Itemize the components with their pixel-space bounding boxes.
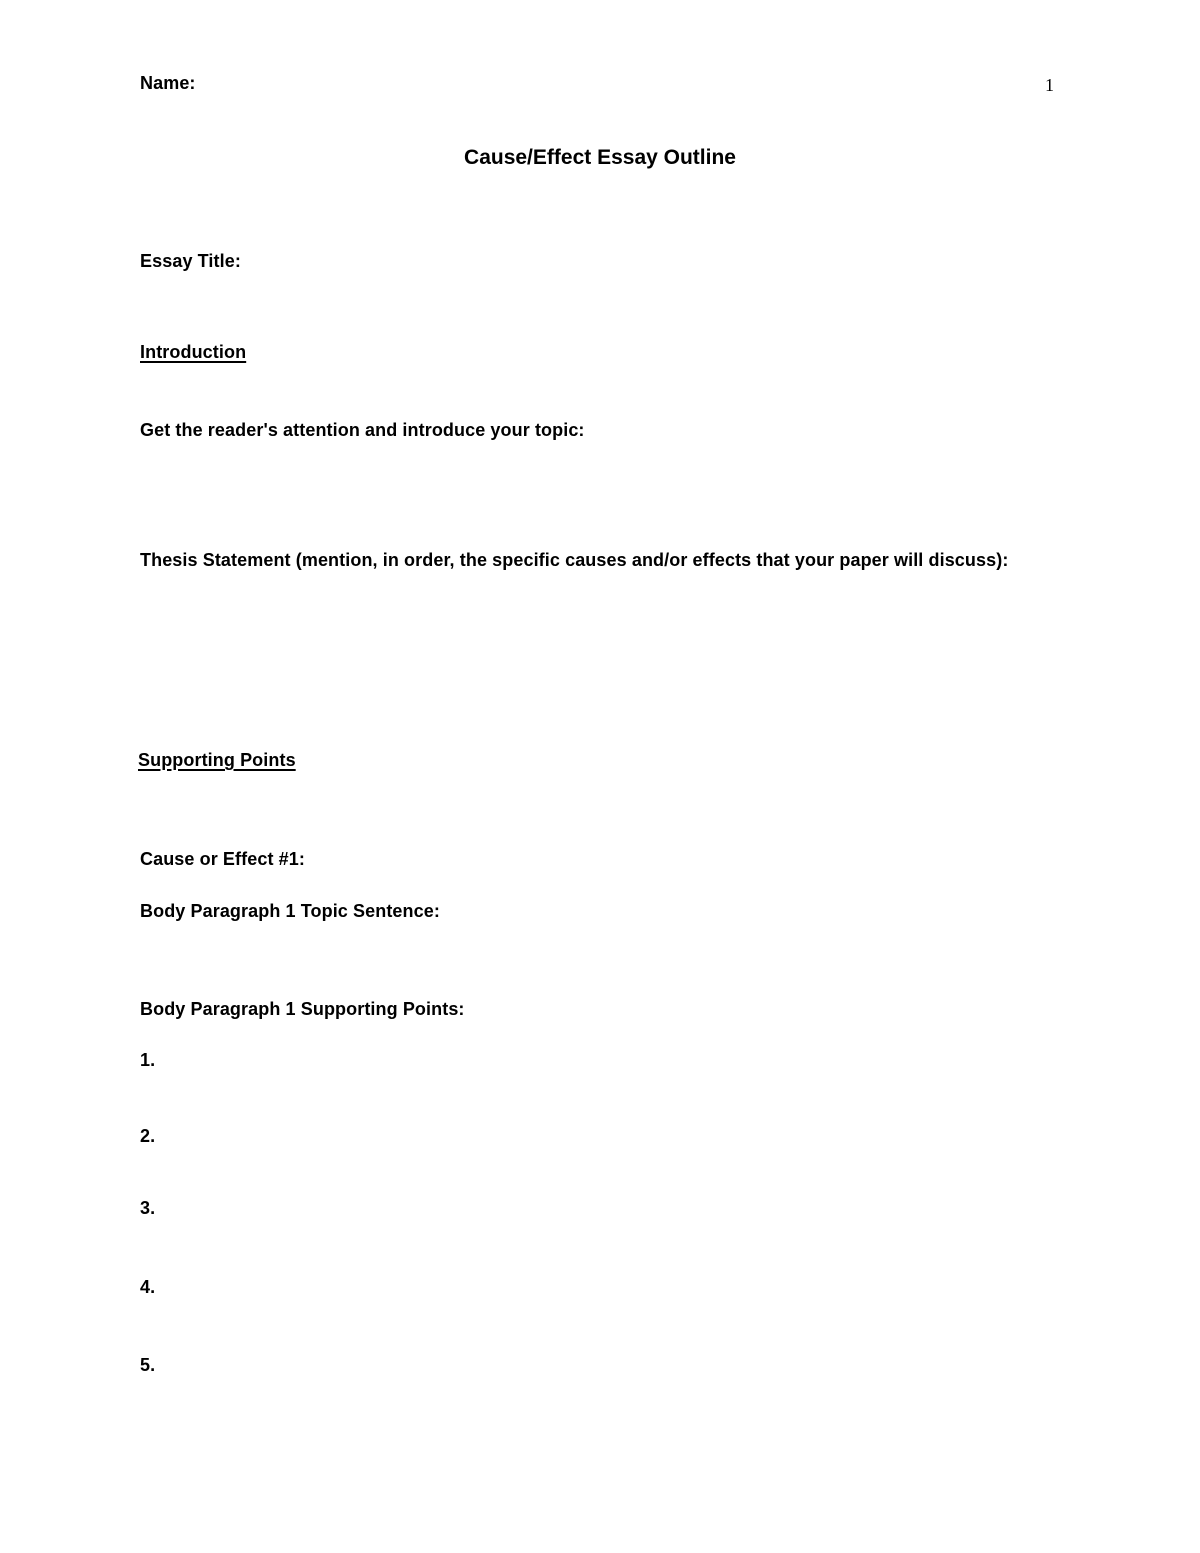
- hook-prompt: Get the reader's attention and introduce your topic:: [140, 420, 585, 440]
- thesis-prompt: Thesis Statement (mention, in order, the specific causes and/or effects that your paper will discuss):: [140, 550, 1009, 570]
- topic-sentence-label: Body Paragraph 1 Topic Sentence:: [140, 901, 440, 921]
- essay-title-label: Essay Title:: [140, 251, 241, 271]
- cause-effect-label: Cause or Effect #1:: [140, 849, 305, 869]
- supporting-points-heading: Supporting Points: [138, 750, 296, 770]
- page-number: 1: [1045, 75, 1054, 95]
- list-item: 5.: [140, 1355, 156, 1375]
- name-label: Name:: [140, 73, 196, 93]
- document-title: Cause/Effect Essay Outline: [464, 146, 736, 169]
- list-item: 1.: [140, 1050, 156, 1070]
- supporting-points-label: Body Paragraph 1 Supporting Points:: [140, 999, 465, 1019]
- list-item: 3.: [140, 1198, 156, 1218]
- list-item: 4.: [140, 1277, 156, 1297]
- introduction-heading: Introduction: [140, 342, 247, 362]
- list-item: 2.: [140, 1126, 156, 1146]
